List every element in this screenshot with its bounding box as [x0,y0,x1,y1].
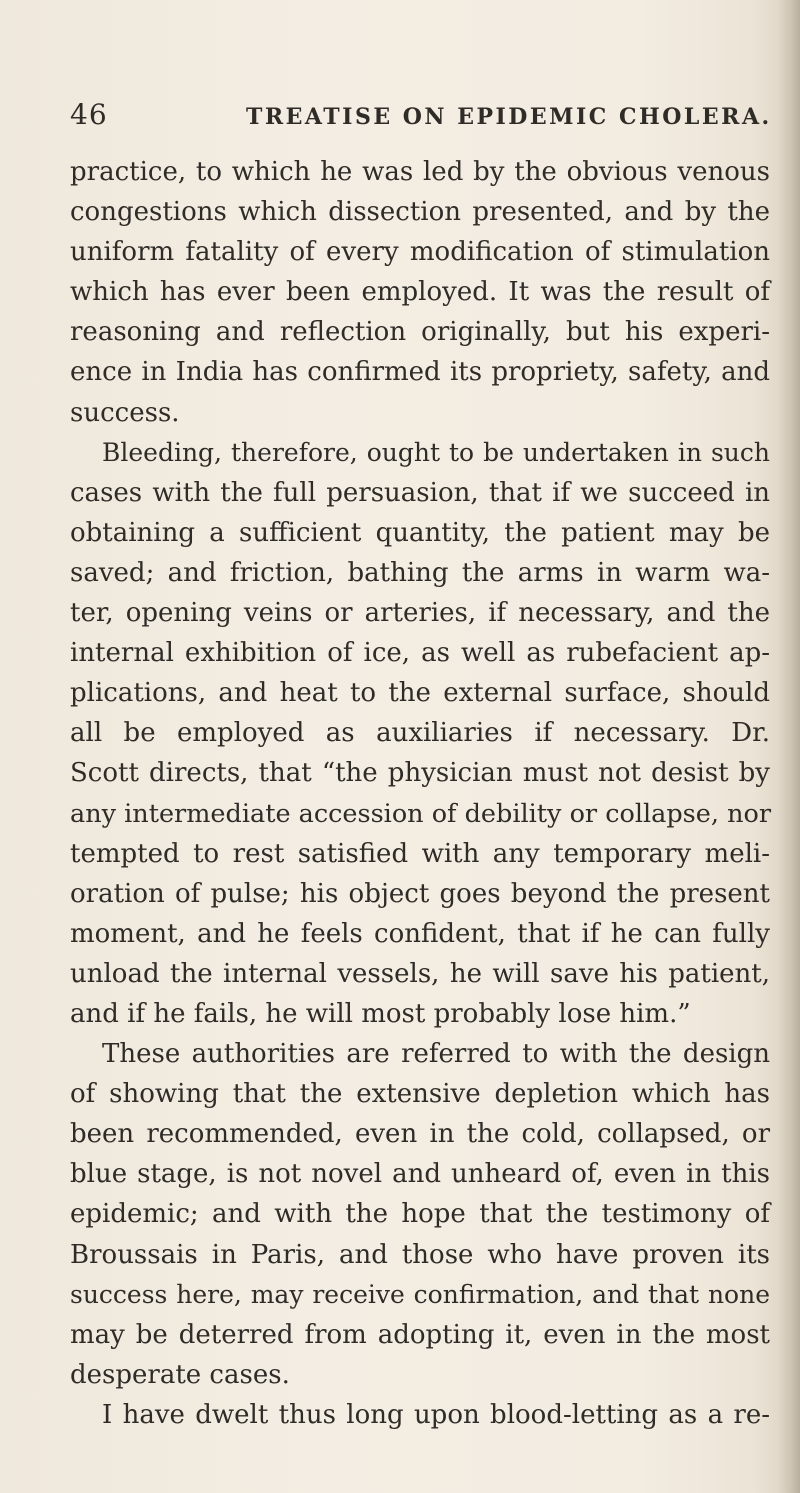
text-line: cases with the full persuasion, that if we succeed in [70,477,770,508]
text-line: unload the internal vessels, he will save his patient, [70,958,770,989]
text-line: internal exhibition of ice, as well as rubefacient ap- [70,638,770,669]
text-line: practice, to which he was led by the obvious venous [70,157,770,187]
text-line: desperate cases. [70,1359,290,1390]
text-line: may be deterred from adopting it, even in the most [70,1319,770,1350]
text-line: and if he fails, he will most probably lose him.” [70,998,691,1029]
text-line: saved; and friction, bathing the arms in warm wa- [70,557,770,588]
text-line: which has ever been employed. It was the result of [70,277,770,308]
text-line: success here, may receive confirmation, and that none [70,1279,770,1309]
body-text [70,152,770,1435]
text-line: Broussais in Paris, and those who have proven its [70,1239,770,1270]
text-line: epidemic; and with the hope that the testimony of [70,1199,770,1230]
running-title: TREATISE ON EPIDEMIC CHOLERA. [246,104,772,130]
text-line: all be employed as auxiliaries if necessary. Dr. [70,718,770,749]
text-line: congestions which dissection presented, and by the [70,197,770,228]
text-line: of showing that the extensive depletion which has [70,1079,770,1110]
text-line: been recommended, even in the cold, collapsed, or [70,1119,770,1150]
text-line: obtaining a sufficient quantity, the patient may be [70,517,770,548]
page-edge-shadow [778,0,800,1493]
page-number: 46 [70,98,108,131]
text-line: ence in India has confirmed its propriety, safety, and [70,357,770,388]
text-line: Bleeding, therefore, ought to be undertaken in such [102,437,770,467]
text-line: I have dwelt thus long upon blood-letting as a re- [102,1399,770,1430]
text-line: uniform fatality of every modification of stimulation [70,237,770,268]
text-line: Scott directs, that “the physician must not desist by [70,758,770,789]
text-line: reasoning and reflection originally, but his experi- [70,317,770,348]
page-header [70,98,770,138]
text-line: success. [70,397,180,428]
text-line: These authorities are referred to with the design [102,1039,770,1070]
text-line: oration of pulse; his object goes beyond the present [70,878,770,909]
text-line: plications, and heat to the external surface, should [70,678,770,709]
text-line: moment, and he feels confident, that if he can fully [70,918,770,949]
text-line: blue stage, is not novel and unheard of, even in this [70,1159,770,1190]
text-line: tempted to rest satisfied with any temporary meli- [70,838,770,869]
text-line: any intermediate accession of debility or collapse, nor [70,798,772,829]
text-line: ter, opening veins or arteries, if necessary, and the [70,598,770,629]
